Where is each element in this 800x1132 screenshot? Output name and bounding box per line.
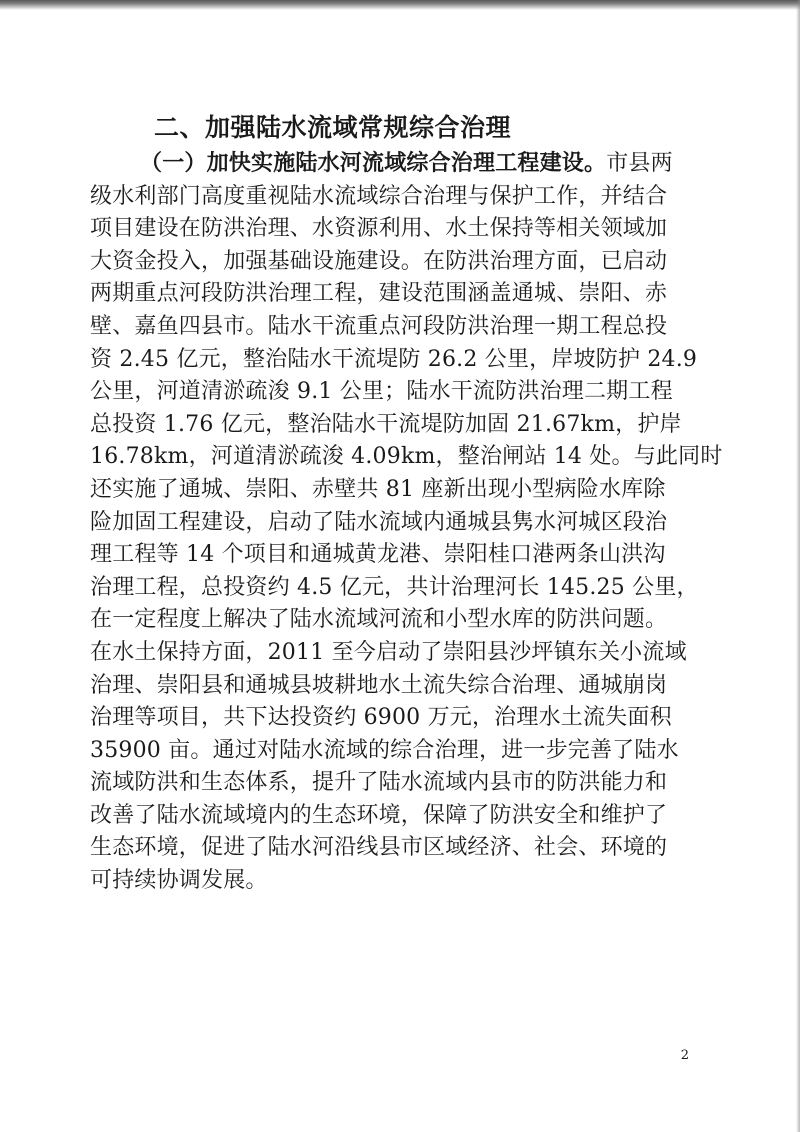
paragraph-line: 大资金投入，加强基础设施建设。在防洪治理方面，已启动 bbox=[90, 248, 668, 274]
paragraph-line: 16.78km，河道清淤疏浚 4.09km，整治闸站 14 处。与此同时 bbox=[90, 444, 723, 470]
paragraph-line: 项目建设在防洪治理、水资源利用、水土保持等相关领域加 bbox=[90, 216, 668, 242]
paragraph-line-text: 市县两 bbox=[606, 151, 673, 176]
scan-shadow-top bbox=[0, 0, 800, 10]
paragraph-line: 在水土保持方面，2011 至今启动了崇阳县沙坪镇东关小流域 bbox=[90, 639, 687, 665]
paragraph-line: 壁、嘉鱼四县市。陆水干流重点河段防洪治理一期工程总投 bbox=[90, 313, 668, 339]
page-number: 2 bbox=[680, 1048, 689, 1063]
paragraph-line: 治理等项目，共下达投资约 6900 万元，治理水土流失面积 bbox=[90, 705, 672, 731]
paragraph-line: 生态环境，促进了陆水河沿线县市区域经济、社会、环境的 bbox=[90, 835, 668, 861]
paragraph-line: 级水利部门高度重视陆水流域综合治理与保护工作，并结合 bbox=[90, 183, 668, 209]
paragraph-line: 理工程等 14 个项目和通城黄龙港、崇阳桂口港两条山洪沟 bbox=[90, 542, 666, 568]
subsection-heading: （一）加快实施陆水河流域综合治理工程建设。 bbox=[140, 151, 607, 176]
paragraph-line: 治理、崇阳县和通城县坡耕地水土流失综合治理、通城崩岗 bbox=[90, 672, 668, 698]
paragraph-line: 可持续协调发展。 bbox=[90, 868, 268, 894]
paragraph-line: 资 2.45 亿元，整治陆水干流堤防 26.2 公里，岸坡防护 24.9 bbox=[90, 346, 698, 372]
body-paragraph bbox=[90, 148, 723, 898]
paragraph-line: 险加固工程建设，启动了陆水流域内通城县隽水河城区段治 bbox=[90, 509, 668, 535]
paragraph-line: 改善了陆水流域境内的生态环境，保障了防洪安全和维护了 bbox=[90, 802, 668, 828]
paragraph-line: 还实施了通城、崇阳、赤壁共 81 座新出现小型病险水库除 bbox=[90, 476, 666, 502]
paragraph-line: 流域防洪和生态体系，提升了陆水流域内县市的防洪能力和 bbox=[90, 770, 668, 796]
section-heading: 二、加强陆水流域常规综合治理 bbox=[154, 113, 512, 142]
paragraph-line: 35900 亩。通过对陆水流域的综合治理，进一步完善了陆水 bbox=[90, 737, 679, 763]
scan-shadow-right bbox=[796, 0, 800, 1132]
paragraph-line bbox=[90, 148, 710, 181]
paragraph-line: 治理工程，总投资约 4.5 亿元，共计治理河长 145.25 公里， bbox=[90, 574, 699, 600]
paragraph-line: 在一定程度上解决了陆水流域河流和小型水库的防洪问题。 bbox=[90, 607, 668, 633]
paragraph-line: 两期重点河段防洪治理工程，建设范围涵盖通城、崇阳、赤 bbox=[90, 281, 668, 307]
paragraph-line: 总投资 1.76 亿元，整治陆水干流堤防加固 21.67km，护岸 bbox=[90, 411, 682, 437]
paragraph-line: 公里，河道清淤疏浚 9.1 公里；陆水干流防洪治理二期工程 bbox=[90, 379, 673, 405]
